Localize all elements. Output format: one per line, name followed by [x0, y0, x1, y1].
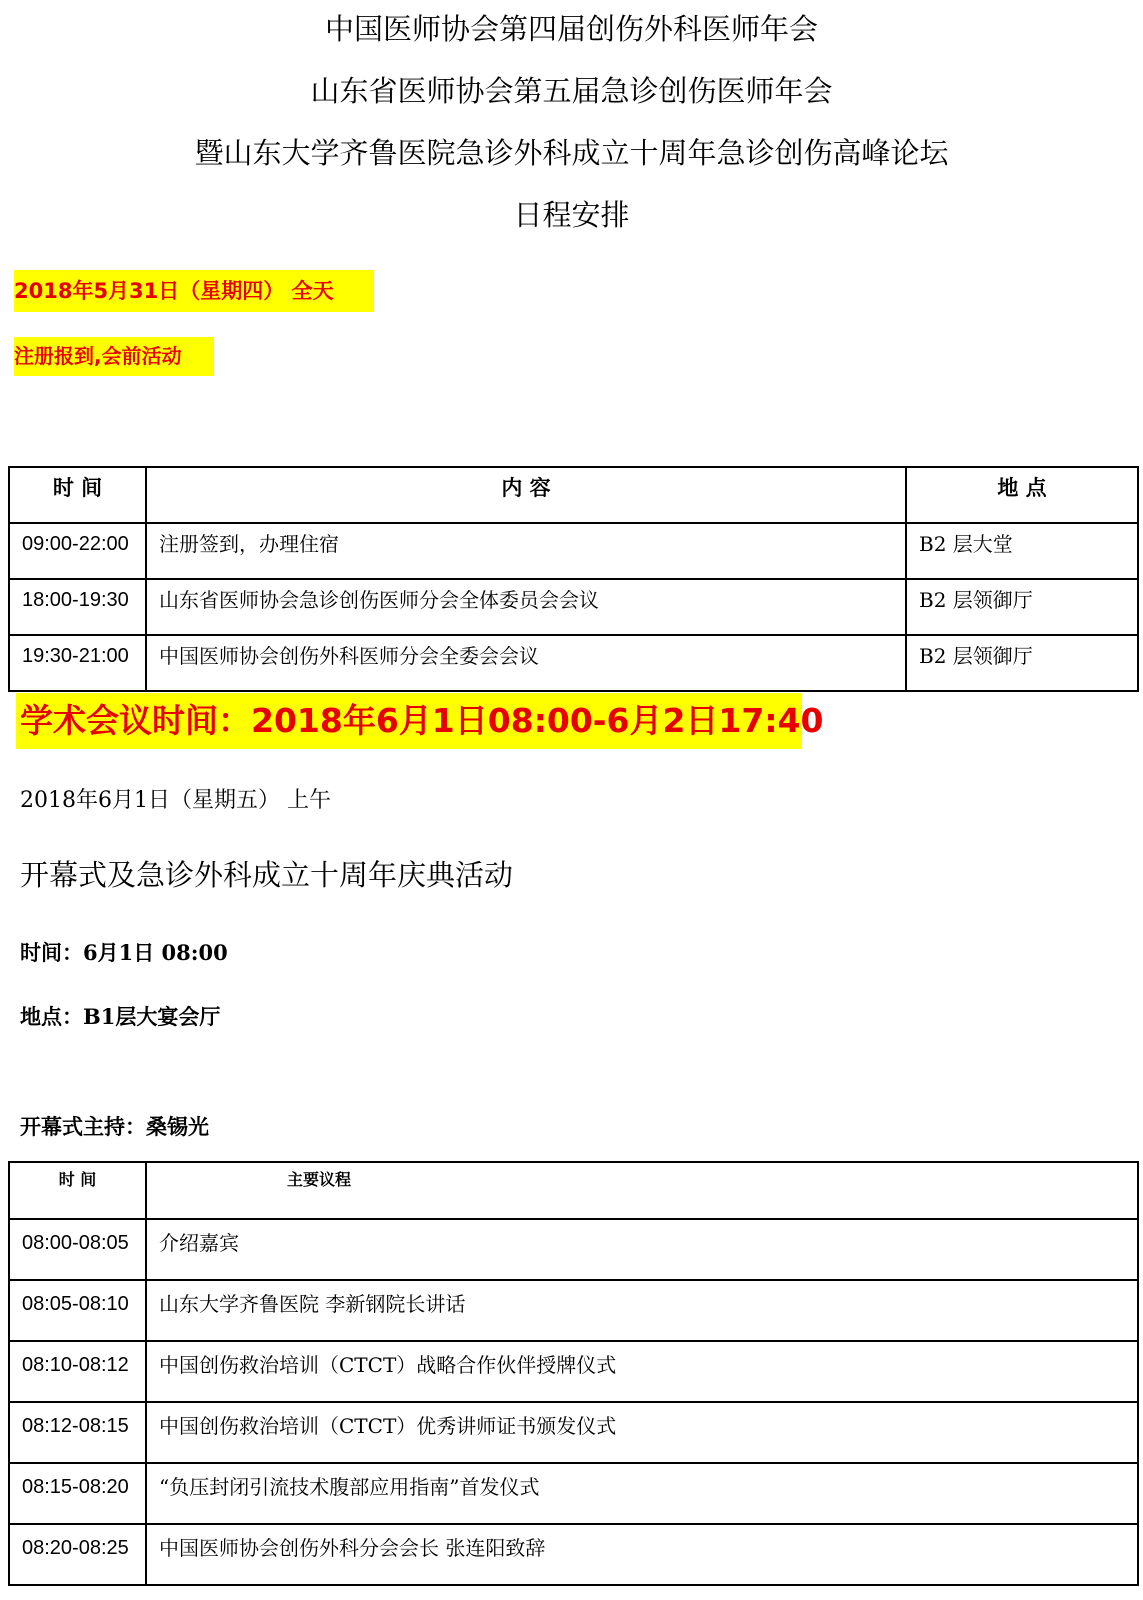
document-header — [0, 14, 1143, 262]
row-agenda: 介绍嘉宾 — [146, 1219, 1138, 1280]
opening-host-label: 开幕式主持：桑锡光 — [20, 1115, 209, 1139]
row-content: 中国医师协会创伤外科医师分会全委会会议 — [146, 635, 906, 691]
row-content: 注册签到，办理住宿 — [146, 523, 906, 579]
table-row — [9, 1402, 1138, 1463]
header-time: 时 间 — [9, 1162, 146, 1219]
row-agenda: “负压封闭引流技术腹部应用指南”首发仪式 — [146, 1463, 1138, 1524]
row-time: 08:10-08:12 — [9, 1341, 146, 1402]
row-time: 19:30-21:00 — [9, 635, 146, 691]
row-agenda: 中国医师协会创伤外科分会会长 张连阳致辞 — [146, 1524, 1138, 1585]
table-row — [9, 1341, 1138, 1402]
row-agenda: 中国创伤救治培训（CTCT）优秀讲师证书颁发仪式 — [146, 1402, 1138, 1463]
academic-date-label: 2018年6月1日（星期五） 上午 — [20, 788, 331, 813]
row-time: 09:00-22:00 — [9, 523, 146, 579]
row-time: 08:15-08:20 — [9, 1463, 146, 1524]
title-line-2: 山东省医师协会第五届急诊创伤医师年会 — [310, 74, 833, 108]
day1-date-label: 2018年5月31日（星期四） 全天 — [14, 270, 374, 312]
table-row — [9, 579, 1138, 635]
table-row — [9, 1219, 1138, 1280]
table-row — [9, 1463, 1138, 1524]
row-time: 08:05-08:10 — [9, 1280, 146, 1341]
opening-agenda-table — [8, 1161, 1139, 1586]
header-content: 内 容 — [146, 467, 906, 523]
row-agenda: 山东大学齐鲁医院 李新钢院长讲话 — [146, 1280, 1138, 1341]
title-line-3: 暨山东大学齐鲁医院急诊外科成立十周年急诊创伤高峰论坛 — [194, 136, 949, 170]
row-place: B2 层大堂 — [906, 523, 1138, 579]
table-row — [9, 1524, 1138, 1585]
opening-time-label: 时间：6月1日 08:00 — [20, 940, 228, 965]
table-row — [9, 635, 1138, 691]
opening-place-label: 地点：B1层大宴会厅 — [20, 1004, 221, 1029]
header-agenda: 主要议程 — [146, 1162, 1138, 1219]
title-line-1: 中国医师协会第四届创伤外科医师年会 — [324, 12, 818, 46]
row-content: 山东省医师协会急诊创伤医师分会全体委员会会议 — [146, 579, 906, 635]
table-row — [9, 1280, 1138, 1341]
header-place: 地 点 — [906, 467, 1138, 523]
day1-schedule-table — [8, 466, 1139, 692]
row-time: 08:20-08:25 — [9, 1524, 146, 1585]
row-place: B2 层领御厅 — [906, 579, 1138, 635]
row-agenda: 中国创伤救治培训（CTCT）战略合作伙伴授牌仪式 — [146, 1341, 1138, 1402]
header-time: 时 间 — [9, 467, 146, 523]
row-time: 18:00-19:30 — [9, 579, 146, 635]
table-row — [9, 523, 1138, 579]
row-time: 08:00-08:05 — [9, 1219, 146, 1280]
academic-time-banner: 学术会议时间：2018年6月1日08:00-6月2日17:40 — [16, 693, 802, 749]
row-time: 08:12-08:15 — [9, 1402, 146, 1463]
row-place: B2 层领御厅 — [906, 635, 1138, 691]
table-header-row — [9, 467, 1138, 523]
opening-ceremony-title: 开幕式及急诊外科成立十周年庆典活动 — [20, 858, 514, 892]
day1-activity-label: 注册报到,会前活动 — [14, 337, 214, 376]
table-header-row — [9, 1162, 1138, 1219]
title-line-4: 日程安排 — [513, 198, 630, 232]
